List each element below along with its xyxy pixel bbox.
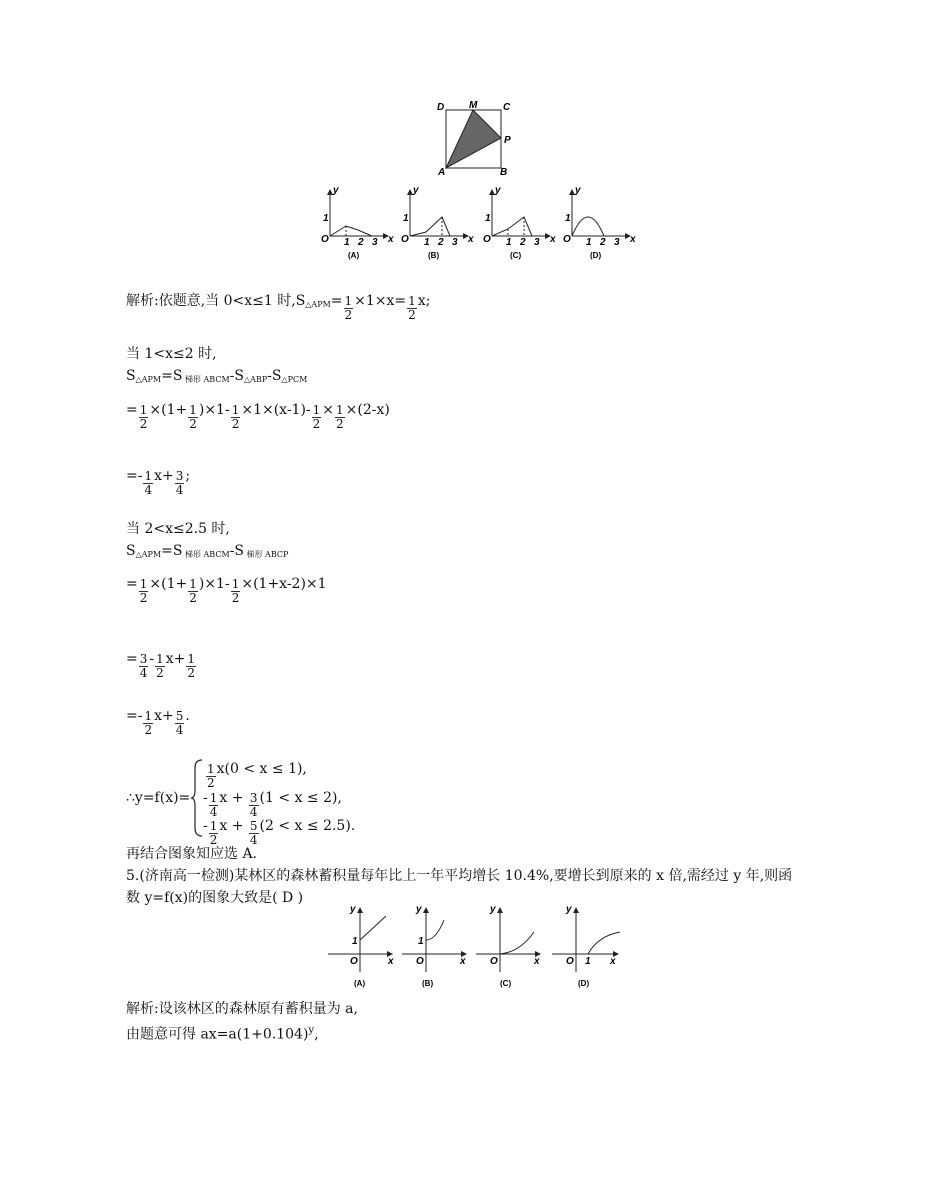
origin-label: O [416,956,424,967]
text: x(0 < x ≤ 1), [216,761,307,777]
tick-label: 1 [352,936,358,947]
label-c: C [503,102,511,113]
x-label: x [388,956,394,967]
q5-graph-c [476,904,540,988]
fraction: $\frac{1}{2}$ [408,294,416,322]
x-label: x [460,956,466,967]
solution-line-3 [126,367,307,389]
tick-x: 1 [506,237,512,248]
text: x + [219,790,248,806]
x-label: x [630,234,636,245]
graph-c [483,185,556,260]
fraction: $\frac{1}{4}$ [144,469,153,497]
x-label: x [550,234,556,245]
solution-line-9 [126,650,197,680]
subscript: 梯形 ABCM [182,375,230,384]
fraction: $\frac{1}{2}$ [231,403,240,431]
graph-b [401,185,474,260]
fraction: $\frac{1}{2}$ [139,403,148,431]
y-label: y [490,904,496,915]
solution-line-5 [126,467,190,497]
x-label: x [534,956,540,967]
tick-x: 3 [614,237,620,248]
fraction: $\frac{1}{2}$ [344,294,353,322]
solution-line-4 [126,401,390,431]
origin-label: O [563,234,571,245]
subscript: △APM [135,550,162,559]
option-label: (D) [578,979,590,988]
subscript: 梯形 ABCP [243,550,289,559]
text: 由题意可得 ax=a(1+0.104) [126,1026,309,1043]
text: ×1×x= [354,293,407,309]
text: -S [229,543,244,559]
solution-line-10 [126,707,190,737]
text: - [149,651,155,667]
piecewise-case-1 [205,760,307,790]
conclusion: 再结合图象知应选 A. [126,846,258,862]
q5-graph-a [328,904,394,988]
text: ×(2-x) [345,402,390,418]
option-label: (A) [354,979,366,988]
text: × [322,402,335,418]
y-label: y [413,185,419,196]
fraction: $\frac{1}{2}$ [187,652,196,680]
solution-line-2: 当 1<x≤2 时, [126,346,217,362]
text: x; [417,293,431,309]
subscript: △ABP [243,375,268,384]
text: = [126,576,138,592]
text: ×(1+ [149,576,188,592]
analysis-line-1: 解析:设该林区的森林原有蓄积量为 a, [126,1001,358,1017]
fraction: $\frac{1}{2}$ [336,403,344,431]
fraction: $\frac{1}{2}$ [207,762,215,790]
origin-label: O [566,956,574,967]
text: x+ [154,708,174,724]
tick-y: 1 [485,213,491,224]
text: = [126,651,138,667]
text: x + [219,818,248,834]
tick-y: 1 [323,213,329,224]
fraction: $\frac{5}{4}$ [249,819,258,847]
text: S [126,368,136,384]
text: x+ [154,468,174,484]
label-m: M [469,100,478,111]
text: =- [126,708,143,724]
text: -S [229,368,244,384]
subscript: △APM [305,300,331,309]
text: =- [126,468,143,484]
solution-line-1 [126,292,430,322]
text: S [126,543,136,559]
y-label: y [416,904,422,915]
label-d: D [437,102,445,113]
option-label: (B) [422,979,434,988]
analysis-line-2 [126,1022,319,1044]
x-label: x [610,956,616,967]
text: (2 < x ≤ 2.5). [259,818,356,834]
tick-label: 1 [585,956,591,967]
tick-x: 1 [586,237,592,248]
text: =S [161,543,183,559]
tick-x: 2 [520,237,526,248]
tick-x: 1 [344,237,350,248]
fraction: $\frac{5}{4}$ [175,709,184,737]
option-label: (C) [510,251,522,260]
question-5-line-1: 5.(济南高一检测)某林区的森林蓄积量每年比上一年平均增长 10.4%,要增长到原来的 x 倍,需经过 y 年,则函 [126,868,793,884]
fraction: $\frac{1}{2}$ [139,577,148,605]
text: - [203,790,208,806]
tick-label: 1 [418,936,424,947]
q5-graph-b [402,904,466,988]
y-label: y [495,185,501,196]
question-5-line-2: 数 y=f(x)的图象大致是( D ) [126,890,304,906]
text: = [330,293,343,309]
superscript: y [308,1025,315,1036]
graph-d [563,185,636,260]
tick-x: 2 [438,237,444,248]
label-p: P [504,135,511,146]
origin-label: O [321,234,329,245]
fraction: $\frac{3}{4}$ [175,469,184,497]
left-brace [190,758,204,838]
text: x+ [165,651,186,667]
x-label: x [388,234,394,245]
fraction: $\frac{1}{2}$ [189,403,197,431]
tick-x: 3 [452,237,458,248]
fraction: $\frac{3}{4}$ [249,791,258,819]
option-label: (B) [428,251,440,260]
subscript: 梯形 ABCM [182,550,230,559]
tick-x: 1 [424,237,430,248]
y-label: y [350,904,356,915]
fraction: $\frac{3}{4}$ [139,652,148,680]
solution-line-8 [126,575,327,605]
label-a: A [438,167,446,178]
piecewise-case-2 [203,789,342,819]
text: ; [185,468,191,484]
fraction: $\frac{1}{2}$ [231,577,240,605]
option-label: (A) [348,251,360,260]
y-label: y [566,904,572,915]
tick-y: 1 [565,213,571,224]
origin-label: O [401,234,409,245]
option-graphs-q5 [322,902,632,992]
text: = [126,402,138,418]
fraction: $\frac{1}{2}$ [144,709,153,737]
subscript: △APM [135,375,162,384]
y-label: y [575,185,581,196]
tick-y: 1 [403,213,409,224]
text: =S [161,368,183,384]
option-label: (C) [500,979,512,988]
text: ×1×(x-1)- [241,402,311,418]
tick-x: 2 [600,237,606,248]
origin-label: O [490,956,498,967]
text: -S [267,368,282,384]
text: ×(1+ [149,402,188,418]
fraction: $\frac{1}{4}$ [209,791,218,819]
text: . [185,708,190,724]
y-label: y [333,185,339,196]
square-figure [430,98,520,178]
tick-x: 2 [358,237,364,248]
fraction: $\frac{1}{2}$ [209,819,218,847]
subscript: △PCM [281,375,308,384]
tick-x: 3 [534,237,540,248]
text: )×1- [198,402,230,418]
x-label: x [468,234,474,245]
option-graphs-top [312,184,642,262]
origin-label: O [350,956,358,967]
fraction: $\frac{1}{2}$ [312,403,321,431]
solution-line-7 [126,542,288,564]
text: ×(1+x-2)×1 [241,576,327,592]
text: )×1- [198,576,230,592]
fraction: $\frac{1}{2}$ [156,652,164,680]
text: , [314,1026,319,1043]
solution-line-6: 当 2<x≤2.5 时, [126,521,230,537]
text: (1 < x ≤ 2), [259,790,342,806]
piecewise-lead: ∴y=f(x)= [126,790,191,806]
graph-a [321,185,394,260]
option-label: (D) [590,251,602,260]
tick-x: 3 [372,237,378,248]
origin-label: O [483,234,491,245]
fraction: $\frac{1}{2}$ [189,577,197,605]
piecewise-case-3 [203,817,355,847]
q5-graph-d [552,904,620,988]
text: 解析:依题意,当 0<x≤1 时,S [126,293,306,309]
label-b: B [500,167,508,178]
text: - [203,818,208,834]
